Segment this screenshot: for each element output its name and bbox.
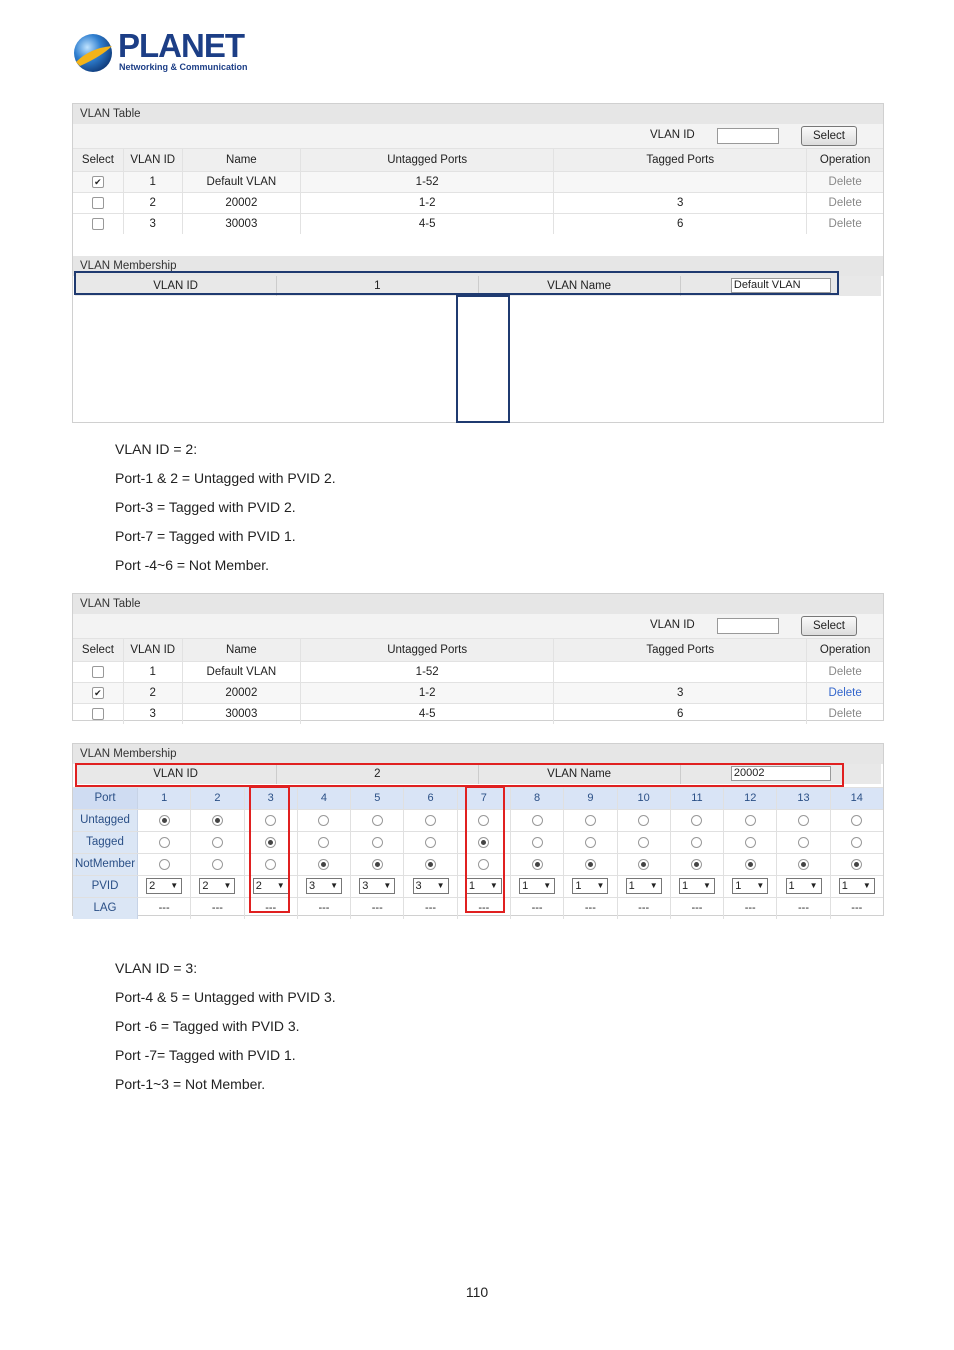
vlan-id-value: 2 bbox=[277, 764, 478, 784]
membership-radio[interactable] bbox=[585, 859, 596, 870]
membership-radio[interactable] bbox=[212, 837, 223, 848]
row-checkbox[interactable] bbox=[92, 708, 104, 720]
vlan-table-toolbar bbox=[73, 124, 883, 148]
vlan-table-title: VLAN Table bbox=[73, 594, 883, 614]
lag-value: --- bbox=[245, 898, 298, 919]
membership-radio[interactable] bbox=[318, 859, 329, 870]
port-cell[interactable] bbox=[191, 854, 244, 875]
membership-radio[interactable] bbox=[159, 815, 170, 826]
membership-radio[interactable] bbox=[798, 815, 809, 826]
vlan-table-header bbox=[73, 148, 883, 171]
logo-tagline: Networking & Communication bbox=[119, 62, 248, 72]
table-cell: 20002 bbox=[183, 683, 302, 703]
port-cell[interactable] bbox=[351, 854, 404, 875]
vlan-table-toolbar bbox=[73, 614, 883, 638]
select-cell[interactable] bbox=[73, 683, 124, 703]
table-cell bbox=[554, 662, 807, 682]
pvid-select[interactable] bbox=[519, 878, 555, 894]
pvid-select[interactable] bbox=[413, 878, 449, 894]
table-cell: 1-2 bbox=[301, 193, 554, 213]
membership-radio[interactable] bbox=[691, 815, 702, 826]
membership-radio[interactable] bbox=[585, 837, 596, 848]
table-row[interactable] bbox=[73, 213, 883, 234]
lag-value: --- bbox=[191, 898, 244, 919]
vlan-id-label: VLAN ID bbox=[75, 276, 277, 296]
membership-radio[interactable] bbox=[425, 837, 436, 848]
table-cell: 30003 bbox=[183, 704, 302, 724]
port-cell[interactable] bbox=[138, 832, 191, 853]
dropdown-arrow-icon: ▼ bbox=[862, 881, 871, 891]
planet-logo bbox=[72, 27, 248, 78]
pvid-select[interactable] bbox=[146, 878, 182, 894]
lag-value: --- bbox=[351, 898, 404, 919]
explanation-line: Port-3 = Tagged with PVID 2. bbox=[115, 499, 296, 515]
pvid-select[interactable] bbox=[199, 878, 235, 894]
column-header: Select bbox=[73, 149, 124, 171]
port-cell[interactable] bbox=[298, 832, 351, 853]
port-cell[interactable] bbox=[618, 832, 671, 853]
membership-radio[interactable] bbox=[798, 837, 809, 848]
pvid-value: 1 bbox=[681, 880, 689, 893]
membership-radio[interactable] bbox=[745, 837, 756, 848]
membership-radio[interactable] bbox=[691, 859, 702, 870]
membership-radio[interactable] bbox=[212, 815, 223, 826]
vlan-name-input[interactable]: 20002 bbox=[731, 766, 831, 781]
port-number: 13 bbox=[777, 788, 830, 809]
table-cell: 3 bbox=[554, 193, 807, 213]
pvid-value: 3 bbox=[308, 880, 316, 893]
vlan-id-label: VLAN ID bbox=[75, 764, 277, 784]
port-cell[interactable] bbox=[511, 810, 564, 831]
membership-radio[interactable] bbox=[318, 837, 329, 848]
table-row[interactable] bbox=[73, 682, 883, 703]
table-cell: 4-5 bbox=[301, 214, 554, 234]
explanation-line: VLAN ID = 2: bbox=[115, 441, 198, 457]
row-checkbox[interactable]: ✔ bbox=[92, 687, 104, 699]
lag-value: --- bbox=[618, 898, 671, 919]
port-cell[interactable] bbox=[191, 876, 244, 897]
lag-value: --- bbox=[138, 898, 191, 919]
dropdown-arrow-icon: ▼ bbox=[383, 881, 392, 891]
port-cell[interactable] bbox=[191, 810, 244, 831]
pvid-select[interactable] bbox=[626, 878, 662, 894]
table-cell: 20002 bbox=[183, 193, 302, 213]
table-cell: 1 bbox=[124, 172, 183, 192]
row-label: Tagged bbox=[73, 832, 138, 853]
pvid-value: 2 bbox=[255, 880, 262, 893]
port-cell[interactable] bbox=[831, 810, 883, 831]
pvid-select[interactable] bbox=[732, 878, 768, 894]
column-header: Tagged Ports bbox=[554, 149, 807, 171]
port-cell[interactable] bbox=[564, 832, 617, 853]
port-number: 10 bbox=[618, 788, 671, 809]
port-cell[interactable] bbox=[671, 810, 724, 831]
port-number: 4 bbox=[298, 788, 351, 809]
dropdown-arrow-icon: ▼ bbox=[809, 881, 818, 891]
dropdown-arrow-icon: ▼ bbox=[543, 881, 552, 891]
table-cell: 2 bbox=[124, 193, 183, 213]
pvid-select[interactable] bbox=[786, 878, 822, 894]
pvid-select[interactable] bbox=[839, 878, 875, 894]
membership-radio[interactable] bbox=[851, 859, 862, 870]
port-cell[interactable] bbox=[724, 854, 777, 875]
pvid-value: 1 bbox=[841, 880, 848, 893]
select-button[interactable]: Select bbox=[801, 126, 857, 146]
port-cell[interactable] bbox=[138, 810, 191, 831]
membership-radio[interactable] bbox=[851, 837, 862, 848]
port-cell[interactable] bbox=[777, 854, 830, 875]
vlan-membership-title: VLAN Membership bbox=[73, 744, 883, 764]
dropdown-arrow-icon: ▼ bbox=[436, 881, 445, 891]
port-cell[interactable] bbox=[351, 876, 404, 897]
row-checkbox[interactable] bbox=[92, 666, 104, 678]
pvid-value: 1 bbox=[788, 880, 795, 893]
membership-radio[interactable] bbox=[532, 815, 543, 826]
column-header: Operation bbox=[819, 644, 871, 656]
port-cell[interactable] bbox=[511, 854, 564, 875]
membership-radio[interactable] bbox=[585, 815, 596, 826]
delete-link[interactable]: Delete bbox=[828, 218, 862, 230]
lag-value: --- bbox=[404, 898, 457, 919]
port-number: 2 bbox=[191, 788, 244, 809]
vlan-name-input[interactable]: Default VLAN bbox=[731, 278, 831, 293]
vlan-table bbox=[73, 148, 883, 234]
pvid-value: 1 bbox=[575, 880, 582, 893]
table-row[interactable] bbox=[73, 171, 883, 192]
table-cell: 1-52 bbox=[301, 172, 554, 192]
table-row[interactable] bbox=[73, 192, 883, 213]
page-number: 110 bbox=[465, 1284, 489, 1300]
vlan-table bbox=[73, 638, 883, 724]
column-header: Untagged Ports bbox=[301, 639, 554, 661]
lag-value: --- bbox=[851, 902, 863, 914]
lag-value: --- bbox=[564, 898, 617, 919]
explanation-line: Port -7= Tagged with PVID 1. bbox=[115, 1047, 296, 1063]
membership-radio[interactable] bbox=[372, 859, 383, 870]
port-cell[interactable] bbox=[351, 810, 404, 831]
membership-radio[interactable] bbox=[638, 859, 649, 870]
port-cell[interactable] bbox=[298, 854, 351, 875]
membership-radio[interactable] bbox=[798, 859, 809, 870]
port-number: 3 bbox=[245, 788, 298, 809]
dropdown-arrow-icon: ▼ bbox=[170, 881, 179, 891]
dropdown-arrow-icon: ▼ bbox=[649, 881, 658, 891]
membership-radio[interactable] bbox=[532, 859, 543, 870]
port-cell[interactable] bbox=[404, 854, 457, 875]
select-cell[interactable] bbox=[73, 193, 124, 213]
delete-link[interactable]: Delete bbox=[828, 687, 862, 699]
delete-link[interactable]: Delete bbox=[828, 666, 862, 678]
dropdown-arrow-icon: ▼ bbox=[276, 881, 285, 891]
row-label: PVID bbox=[73, 876, 138, 897]
port-cell[interactable] bbox=[564, 854, 617, 875]
table-cell: 3 bbox=[124, 214, 183, 234]
table-row[interactable] bbox=[73, 703, 883, 724]
port-cell[interactable] bbox=[777, 832, 830, 853]
explanation-line: Port -4~6 = Not Member. bbox=[115, 557, 270, 573]
port-number: 11 bbox=[671, 788, 724, 809]
port-cell[interactable] bbox=[618, 876, 671, 897]
port-cell[interactable] bbox=[298, 810, 351, 831]
port-number: 14 bbox=[831, 788, 883, 809]
membership-radio[interactable] bbox=[851, 815, 862, 826]
row-label: Untagged bbox=[73, 810, 138, 831]
lag-value: --- bbox=[777, 898, 830, 919]
pvid-select[interactable] bbox=[572, 878, 608, 894]
membership-radio[interactable] bbox=[532, 837, 543, 848]
table-cell: Default VLAN bbox=[183, 172, 302, 192]
lag-value: --- bbox=[511, 898, 564, 919]
lag-value: --- bbox=[724, 898, 777, 919]
port-cell[interactable] bbox=[511, 832, 564, 853]
membership-radio[interactable] bbox=[425, 859, 436, 870]
table-cell: 4-5 bbox=[301, 704, 554, 724]
row-label: Port bbox=[73, 788, 138, 809]
lag-value: --- bbox=[298, 898, 351, 919]
port-cell[interactable] bbox=[831, 854, 883, 875]
column-header: Operation bbox=[819, 154, 871, 166]
port-cell[interactable] bbox=[564, 810, 617, 831]
table-row[interactable] bbox=[73, 661, 883, 682]
row-checkbox[interactable] bbox=[92, 197, 104, 209]
membership-radio[interactable] bbox=[691, 837, 702, 848]
port-7-highlight bbox=[465, 786, 505, 913]
membership-radio[interactable] bbox=[318, 815, 329, 826]
port-number: 12 bbox=[724, 788, 777, 809]
port-cell[interactable] bbox=[831, 876, 883, 897]
port-number: 5 bbox=[351, 788, 404, 809]
dropdown-arrow-icon: ▼ bbox=[330, 881, 338, 891]
port-cell[interactable] bbox=[777, 876, 830, 897]
vlan-id-input[interactable] bbox=[717, 128, 779, 144]
column-header: Untagged Ports bbox=[301, 149, 554, 171]
vlan-id-input[interactable] bbox=[717, 618, 779, 634]
port-cell[interactable] bbox=[724, 810, 777, 831]
port-cell[interactable] bbox=[618, 854, 671, 875]
pvid-value: 1 bbox=[628, 880, 635, 893]
pvid-value: 1 bbox=[468, 880, 475, 893]
membership-radio[interactable] bbox=[372, 815, 383, 826]
explanation-line: Port-1 & 2 = Untagged with PVID 2. bbox=[115, 470, 336, 486]
delete-link[interactable]: Delete bbox=[828, 708, 862, 720]
membership-radio[interactable] bbox=[159, 837, 170, 848]
membership-radio[interactable] bbox=[745, 815, 756, 826]
dropdown-arrow-icon: ▼ bbox=[756, 881, 765, 891]
vlan-header-highlight bbox=[74, 271, 839, 295]
table-cell: 6 bbox=[554, 214, 807, 234]
explanation-line: Port-1~3 = Not Member. bbox=[115, 1076, 266, 1092]
table-cell: 1 bbox=[124, 662, 183, 682]
table-cell: 2 bbox=[124, 683, 183, 703]
port-cell[interactable] bbox=[138, 854, 191, 875]
port-cell[interactable] bbox=[191, 832, 244, 853]
vlan-name-label: VLAN Name bbox=[479, 276, 681, 296]
pvid-select[interactable] bbox=[359, 878, 395, 894]
vlan-membership-title: VLAN Membership bbox=[73, 256, 883, 276]
pvid-value: 2 bbox=[149, 880, 156, 893]
membership-radio[interactable] bbox=[745, 859, 756, 870]
port-cell[interactable] bbox=[671, 832, 724, 853]
globe-icon bbox=[72, 32, 114, 74]
pvid-value: 2 bbox=[202, 880, 209, 893]
port-cell[interactable] bbox=[564, 876, 617, 897]
port-number: 9 bbox=[564, 788, 617, 809]
port-cell[interactable] bbox=[671, 876, 724, 897]
port-number: 7 bbox=[458, 788, 511, 809]
vlan-name-label: VLAN Name bbox=[479, 764, 681, 784]
membership-radio[interactable] bbox=[638, 837, 649, 848]
row-label: NotMember bbox=[73, 854, 138, 875]
column-header: VLAN ID bbox=[124, 149, 183, 171]
port-7-highlight bbox=[456, 295, 510, 423]
pvid-value: 1 bbox=[522, 880, 529, 893]
port-number: 6 bbox=[404, 788, 457, 809]
port-cell[interactable] bbox=[618, 810, 671, 831]
pvid-select[interactable] bbox=[679, 878, 715, 894]
column-header: Name bbox=[183, 639, 302, 661]
vlan-id-label: VLAN ID bbox=[650, 129, 695, 141]
lag-value: --- bbox=[458, 898, 511, 919]
row-checkbox[interactable] bbox=[92, 218, 104, 230]
dropdown-arrow-icon: ▼ bbox=[703, 881, 711, 891]
vlan-id-value: 1 bbox=[277, 276, 478, 296]
membership-radio[interactable] bbox=[212, 859, 223, 870]
pvid-value: 3 bbox=[362, 880, 369, 893]
pvid-select[interactable] bbox=[306, 878, 342, 894]
table-cell: 30003 bbox=[183, 214, 302, 234]
port-number: 8 bbox=[511, 788, 564, 809]
dropdown-arrow-icon: ▼ bbox=[223, 881, 232, 891]
logo-brand: PLANET bbox=[118, 27, 244, 64]
table-cell: 3 bbox=[554, 683, 807, 703]
table-cell: 1-2 bbox=[301, 683, 554, 703]
select-cell[interactable] bbox=[73, 172, 124, 192]
delete-link[interactable]: Delete bbox=[828, 197, 862, 209]
membership-radio[interactable] bbox=[638, 815, 649, 826]
pvid-value: 3 bbox=[415, 880, 422, 893]
explanation-line: Port-7 = Tagged with PVID 1. bbox=[115, 528, 296, 544]
explanation-line: Port-4 & 5 = Untagged with PVID 3. bbox=[115, 989, 336, 1005]
table-cell: 6 bbox=[554, 704, 807, 724]
membership-radio[interactable] bbox=[372, 837, 383, 848]
pvid-value: 1 bbox=[735, 880, 742, 893]
column-header: Tagged Ports bbox=[554, 639, 807, 661]
port-cell[interactable] bbox=[724, 876, 777, 897]
select-cell[interactable] bbox=[73, 704, 124, 724]
vlan-table-panel-2 bbox=[72, 593, 884, 721]
port-cell[interactable] bbox=[511, 876, 564, 897]
membership-radio[interactable] bbox=[425, 815, 436, 826]
table-cell bbox=[554, 172, 807, 192]
lag-value: --- bbox=[671, 898, 724, 919]
explanation-line: VLAN ID = 3: bbox=[115, 960, 198, 976]
table-cell: Default VLAN bbox=[183, 662, 302, 682]
vlan-header-highlight bbox=[75, 763, 844, 787]
dropdown-arrow-icon: ▼ bbox=[489, 881, 498, 891]
select-cell[interactable] bbox=[73, 214, 124, 234]
explanation-line: Port -6 = Tagged with PVID 3. bbox=[115, 1018, 300, 1034]
port-3-highlight bbox=[249, 786, 290, 913]
vlan-table-title: VLAN Table bbox=[73, 104, 883, 124]
port-cell[interactable] bbox=[298, 876, 351, 897]
vlan-table-header bbox=[73, 638, 883, 661]
dropdown-arrow-icon: ▼ bbox=[596, 881, 605, 891]
table-cell: 3 bbox=[124, 704, 183, 724]
port-cell[interactable] bbox=[671, 854, 724, 875]
column-header: Name bbox=[183, 149, 302, 171]
vlan-id-label: VLAN ID bbox=[650, 619, 695, 631]
port-cell[interactable] bbox=[404, 810, 457, 831]
port-cell[interactable] bbox=[138, 876, 191, 897]
row-checkbox[interactable]: ✔ bbox=[92, 176, 104, 188]
port-cell[interactable] bbox=[404, 876, 457, 897]
port-number: 1 bbox=[138, 788, 191, 809]
column-header: VLAN ID bbox=[124, 639, 183, 661]
select-button[interactable]: Select bbox=[801, 616, 857, 636]
row-label: LAG bbox=[73, 898, 138, 919]
column-header: Select bbox=[73, 639, 124, 661]
table-cell: 1-52 bbox=[301, 662, 554, 682]
port-cell[interactable] bbox=[777, 810, 830, 831]
port-cell[interactable] bbox=[724, 832, 777, 853]
port-cell[interactable] bbox=[404, 832, 457, 853]
membership-radio[interactable] bbox=[159, 859, 170, 870]
delete-link[interactable]: Delete bbox=[828, 176, 862, 188]
port-cell[interactable] bbox=[831, 832, 883, 853]
select-cell[interactable] bbox=[73, 662, 124, 682]
port-cell[interactable] bbox=[351, 832, 404, 853]
